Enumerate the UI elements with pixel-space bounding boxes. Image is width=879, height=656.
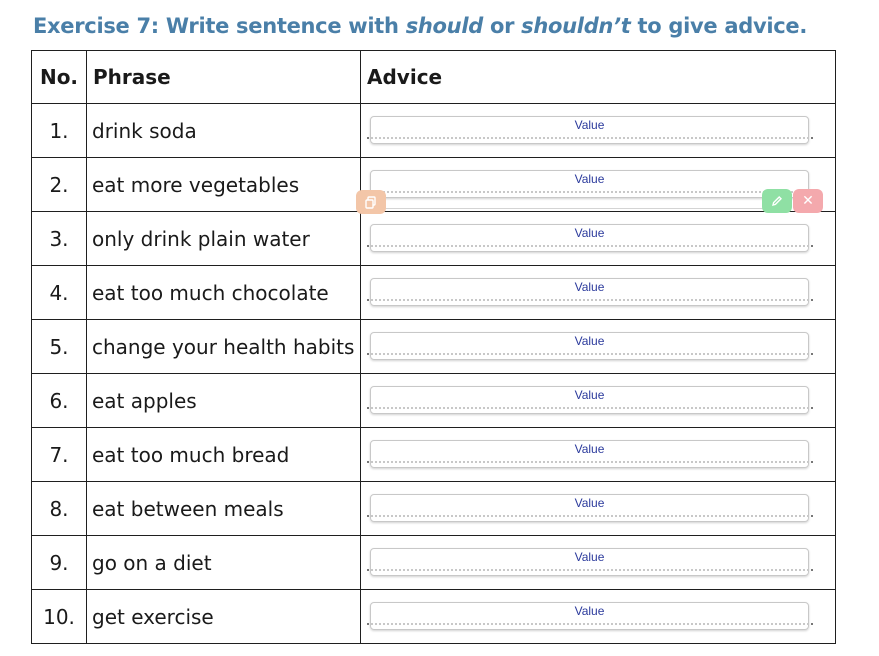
row-phrase: eat between meals: [87, 482, 361, 536]
table-row: [32, 536, 836, 590]
table-row: [32, 374, 836, 428]
advice-input[interactable]: [370, 494, 809, 522]
advice-cell: [361, 212, 836, 266]
advice-cell: [361, 320, 836, 374]
row-number: 3.: [32, 212, 87, 266]
copy-icon[interactable]: [356, 190, 386, 214]
advice-input-value: Value: [574, 604, 605, 618]
row-number: 6.: [32, 374, 87, 428]
row-number: 7.: [32, 428, 87, 482]
advice-input-value: Value: [574, 442, 605, 456]
advice-input-value: Value: [574, 550, 605, 564]
table-row: [32, 482, 836, 536]
advice-cell: [361, 104, 836, 158]
header-row: [32, 51, 836, 104]
advice-input-value: Value: [574, 118, 605, 132]
advice-input[interactable]: [370, 548, 809, 576]
row-phrase: eat too much chocolate: [87, 266, 361, 320]
worksheet-table: [31, 50, 836, 644]
advice-cell: [361, 536, 836, 590]
advice-input[interactable]: [370, 116, 809, 144]
row-number: 9.: [32, 536, 87, 590]
advice-input-value: Value: [574, 280, 605, 294]
row-number: 1.: [32, 104, 87, 158]
row-phrase: only drink plain water: [87, 212, 361, 266]
advice-input[interactable]: [370, 278, 809, 306]
advice-input-value: Value: [574, 388, 605, 402]
advice-input[interactable]: [370, 386, 809, 414]
advice-input-value: Value: [574, 496, 605, 510]
title-text: Exercise 7: Write sentence with: [33, 14, 406, 38]
advice-input[interactable]: [370, 332, 809, 360]
advice-cell: [361, 266, 836, 320]
row-number: 8.: [32, 482, 87, 536]
advice-input-value: Value: [574, 334, 605, 348]
header-no: No.: [32, 51, 87, 104]
row-number: 4.: [32, 266, 87, 320]
pencil-icon[interactable]: [762, 189, 792, 213]
advice-cell: [361, 590, 836, 644]
title-should: should: [405, 14, 483, 38]
table-row: [32, 212, 836, 266]
table-row: [32, 428, 836, 482]
row-phrase: eat more vegetables: [87, 158, 361, 212]
title-text-end: to give advice.: [630, 14, 808, 38]
selection-outline: [378, 194, 766, 209]
row-phrase: get exercise: [87, 590, 361, 644]
advice-cell: [361, 482, 836, 536]
advice-cell: [361, 374, 836, 428]
advice-input-value: Value: [574, 226, 605, 240]
table-row: [32, 104, 836, 158]
header-phrase: Phrase: [87, 51, 361, 104]
row-phrase: eat apples: [87, 374, 361, 428]
advice-input[interactable]: [370, 440, 809, 468]
row-number: 5.: [32, 320, 87, 374]
row-phrase: eat too much bread: [87, 428, 361, 482]
advice-cell: [361, 428, 836, 482]
advice-input[interactable]: [370, 602, 809, 630]
header-advice: Advice: [361, 51, 836, 104]
title-shouldnt: shouldn’t: [521, 14, 631, 38]
table-row: [32, 320, 836, 374]
title-or: or: [482, 14, 522, 38]
advice-input-value: Value: [574, 172, 605, 186]
row-number: 2.: [32, 158, 87, 212]
row-number: 10.: [32, 590, 87, 644]
row-phrase: change your health habits: [87, 320, 361, 374]
row-phrase: go on a diet: [87, 536, 361, 590]
table-row: [32, 266, 836, 320]
exercise-title: [33, 14, 807, 38]
row-phrase: drink soda: [87, 104, 361, 158]
advice-input[interactable]: [370, 224, 809, 252]
close-icon[interactable]: ✕: [793, 189, 823, 213]
table-row: [32, 590, 836, 644]
